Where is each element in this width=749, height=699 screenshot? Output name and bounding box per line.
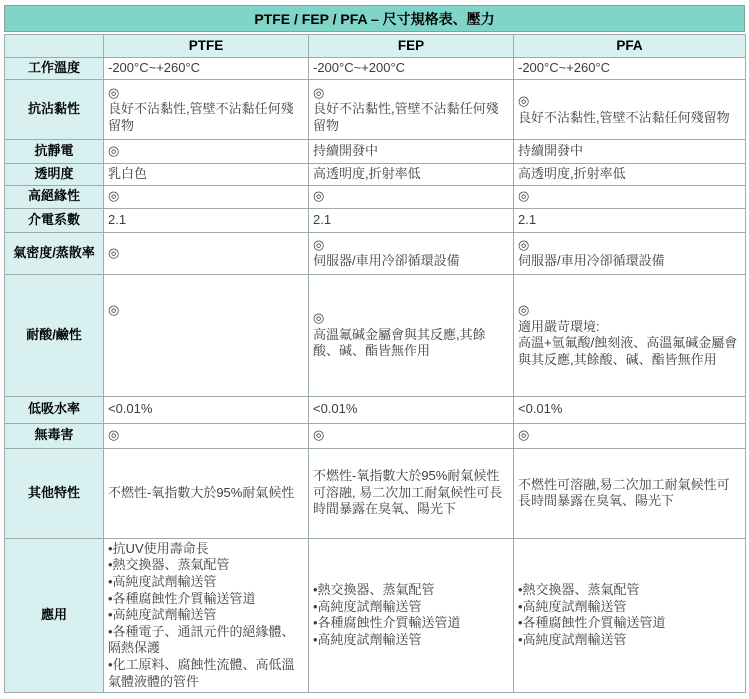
column-header-pfa: PFA (514, 35, 746, 58)
data-cell (104, 396, 309, 423)
data-cell (104, 448, 309, 538)
data-cell (309, 423, 514, 448)
data-cell (309, 448, 514, 538)
data-cell (309, 396, 514, 423)
column-header-fep: FEP (309, 35, 514, 58)
cell-line: 伺服器/車用冷卻循環設備 (313, 253, 460, 269)
cell-line: 高溫氟碱金屬會與其反應,其餘酸、碱、酯皆無作用 (313, 326, 486, 359)
cell-line: ◎ (518, 188, 530, 204)
cell-line: -200°C~+260°C (518, 60, 611, 76)
cell-line: ◎ (518, 236, 530, 252)
data-cell (514, 164, 746, 186)
row-label: 應用 (5, 538, 104, 693)
cell-line: ◎ (313, 84, 325, 100)
table-row (5, 274, 746, 396)
cell-line: ◎ (108, 244, 120, 260)
table-row (5, 232, 746, 274)
row-label: 低吸水率 (5, 396, 104, 423)
cell-line: 高透明度,折射率低 (518, 166, 626, 181)
data-cell (309, 274, 514, 396)
row-label: 高絕緣性 (5, 185, 104, 208)
table-row (5, 538, 746, 693)
cell-line: •熱交換器、蒸氣配管 (108, 557, 230, 573)
cell-line: •高純度試劑輸送管 (313, 632, 422, 648)
cell-line: ◎ (108, 84, 120, 100)
cell-line: 伺服器/車用冷卻循環設備 (518, 253, 665, 269)
spec-table (4, 34, 746, 693)
data-cell (309, 58, 514, 80)
row-label: 抗靜電 (5, 140, 104, 164)
row-label: 介電系數 (5, 208, 104, 232)
cell-line: •高純度試劑輸送管 (108, 607, 217, 623)
table-row (5, 208, 746, 232)
cell-line: 2.1 (108, 211, 127, 227)
cell-line: •高純度試劑輸送管 (518, 598, 627, 614)
cell-line: •各種腐蝕性介質輸送管道 (518, 615, 666, 631)
cell-line: 乳白色 (108, 166, 148, 181)
data-cell (309, 164, 514, 186)
cell-line: 良好不沾黏性,管壁不沾黏任何殘留物 (313, 101, 499, 133)
data-cell (309, 140, 514, 164)
cell-line: 良好不沾黏性,管壁不沾黏任何殘留物 (518, 109, 730, 125)
data-cell (514, 396, 746, 423)
row-label: 無毒害 (5, 423, 104, 448)
data-cell (104, 274, 309, 396)
page-container (4, 5, 745, 693)
cell-line: 2.1 (313, 211, 332, 227)
cell-line: ◎ (518, 301, 530, 317)
cell-line: 良好不沾黏性,管壁不沾黏任何殘留物 (108, 101, 294, 133)
cell-line: -200°C~+200°C (313, 60, 406, 76)
cell-line: 不燃性可溶融,易二次加工耐氣候性可長時間暴露在臭氧、陽光下 (518, 476, 730, 509)
data-cell (104, 232, 309, 274)
table-title: PTFE / FEP / PFA – 尺寸規格表、壓力 (254, 10, 495, 27)
cell-line: <0.01% (313, 401, 358, 417)
data-cell (514, 274, 746, 396)
data-cell (514, 80, 746, 140)
row-label: 透明度 (5, 164, 104, 186)
row-label: 氣密度/蒸散率 (5, 232, 104, 274)
data-cell (104, 185, 309, 208)
column-header-ptfe: PTFE (104, 35, 309, 58)
cell-line: •各種腐蝕性介質輸送管道 (313, 615, 461, 631)
cell-line: 高透明度,折射率低 (313, 166, 421, 181)
cell-line: •高純度試劑輸送管 (108, 573, 217, 589)
table-row (5, 164, 746, 186)
cell-line: •高純度試劑輸送管 (518, 632, 627, 648)
data-cell (514, 208, 746, 232)
data-cell (309, 538, 514, 693)
table-row (5, 448, 746, 538)
data-cell (104, 164, 309, 186)
table-row (5, 140, 746, 164)
data-cell (104, 538, 309, 693)
data-cell (514, 185, 746, 208)
cell-line: <0.01% (518, 401, 563, 417)
cell-line: ◎ (313, 188, 325, 204)
table-row (5, 396, 746, 423)
data-cell (514, 232, 746, 274)
table-row (5, 80, 746, 140)
table-row (5, 423, 746, 448)
cell-line: 不燃性-氧指數大於95%耐氣候性 (313, 468, 500, 484)
cell-line: •熱交換器、蒸氣配管 (518, 582, 640, 598)
table-row (5, 185, 746, 208)
table-title-bar (4, 5, 745, 32)
row-label: 抗沾黏性 (5, 80, 104, 140)
cell-line: •熱交換器、蒸氣配管 (313, 582, 435, 598)
cell-line (108, 319, 304, 336)
cell-line: •化工原料、腐蝕性流體、高低溫氣體液體的管件 (108, 657, 295, 689)
cell-line: ◎ (518, 427, 530, 443)
cell-line: <0.01% (108, 401, 153, 417)
cell-line: ◎ (518, 92, 530, 108)
data-cell (309, 232, 514, 274)
data-cell (104, 80, 309, 140)
data-cell (514, 140, 746, 164)
row-label: 工作溫度 (5, 58, 104, 80)
data-cell (514, 448, 746, 538)
cell-line: 2.1 (518, 211, 537, 227)
column-header-row (5, 35, 746, 58)
row-label: 耐酸/鹼性 (5, 274, 104, 396)
spec-table-body (5, 58, 746, 693)
data-cell (514, 538, 746, 693)
data-cell (309, 80, 514, 140)
cell-line (108, 352, 304, 369)
cell-line: 不燃性-氧指數大於95%耐氣候性 (108, 484, 295, 500)
cell-line: ◎ (108, 188, 120, 204)
data-cell (514, 423, 746, 448)
data-cell (104, 208, 309, 232)
cell-line: ◎ (108, 143, 120, 159)
row-label: 其他特性 (5, 448, 104, 538)
cell-line: ◎ (108, 301, 120, 317)
data-cell (309, 208, 514, 232)
data-cell (104, 140, 309, 164)
cell-line: ◎ (313, 236, 325, 252)
cell-line: 持續開發中 (518, 143, 584, 159)
cell-line: 持續開發中 (313, 143, 379, 159)
cell-line: ◎ (313, 310, 325, 326)
cell-line: •各種腐蝕性介質輸送管道 (108, 590, 256, 606)
cell-line: •各種電子、通訊元件的絕緣體、隔熱保護 (108, 623, 295, 656)
cell-line: ◎ (108, 427, 120, 443)
data-cell (104, 423, 309, 448)
cell-line: -200°C~+260°C (108, 60, 201, 76)
cell-line: •抗UV使用壽命長 (108, 540, 209, 556)
cell-line (108, 335, 304, 352)
cell-line: 高溫+氫氟酸/蝕刻液、高溫氟碱金屬會與其反應,其餘酸、碱、酯皆無作用 (518, 335, 738, 367)
cell-line: 適用嚴苛環境: (518, 318, 600, 334)
table-row (5, 58, 746, 80)
corner-blank-cell (5, 35, 104, 58)
cell-line: ◎ (313, 427, 325, 443)
data-cell (514, 58, 746, 80)
data-cell (104, 58, 309, 80)
data-cell (309, 185, 514, 208)
cell-line: 可溶融, 易二次加工耐氣候性可長時間暴露在臭氧、陽光下 (313, 484, 503, 517)
cell-line: •高純度試劑輸送管 (313, 598, 422, 614)
